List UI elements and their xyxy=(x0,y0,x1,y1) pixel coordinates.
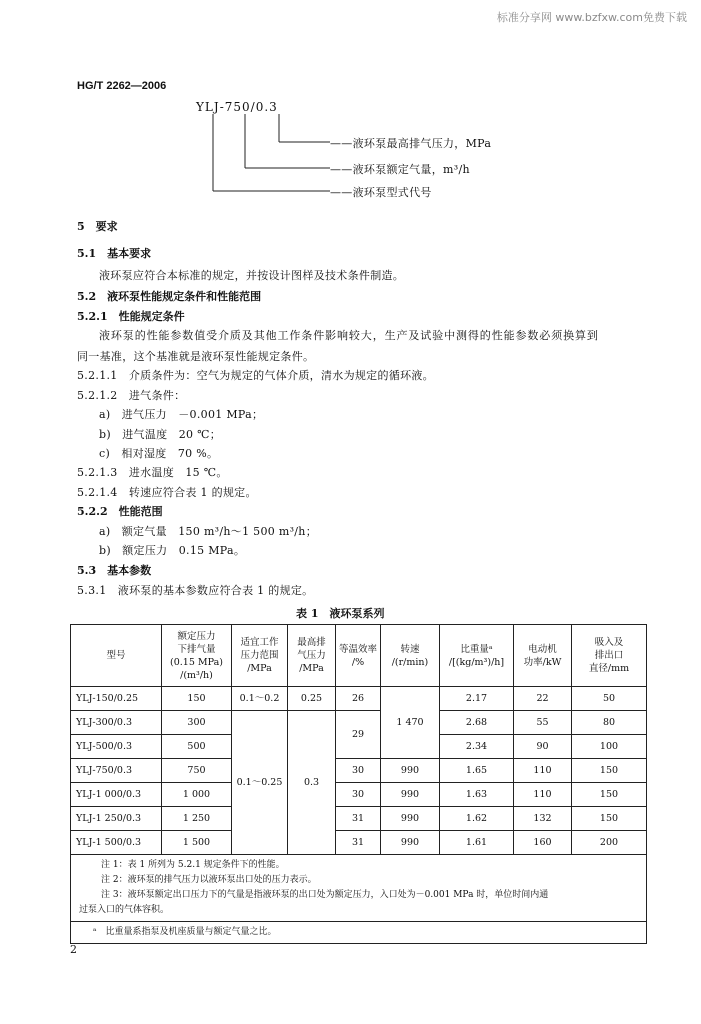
cell-capacity: 1 500 xyxy=(162,831,232,855)
section-5-1-heading: 5.1 基本要求 xyxy=(77,247,152,260)
table-note-2: 注 2：液环泵的排气压力以液环泵出口处的压力表示。 xyxy=(101,875,317,885)
table-row xyxy=(71,807,647,831)
cell-motor-power: 110 xyxy=(514,759,572,783)
table-notes-row xyxy=(71,855,647,922)
cell-capacity: 500 xyxy=(162,735,232,759)
label-max-pressure: ——液环泵最高排气压力，MPa xyxy=(330,137,492,150)
section-5-2-1-text-line1: 液环泵的性能参数值受介质及其他工作条件影响较大，生产及试验中测得的性能参数必须换算到 xyxy=(99,329,599,342)
cell-specific-weight: 1.63 xyxy=(440,783,514,807)
cell-capacity: 300 xyxy=(162,711,232,735)
section-5-2-1-1: 5.2.1.1 介质条件为：空气为规定的气体介质，清水为规定的循环液。 xyxy=(77,369,434,382)
section-5-2-1-heading: 5.2.1 性能规定条件 xyxy=(77,310,185,323)
cell-efficiency-merged: 29 xyxy=(336,711,381,759)
section-5-2-1-text-line2: 同一基准，这个基准就是液环泵性能规定条件。 xyxy=(77,350,315,363)
section-5-2-1-3: 5.2.1.3 进水温度 15 ℃。 xyxy=(77,466,228,479)
standard-code: HG/T 2262—2006 xyxy=(77,80,167,92)
section-5-2-1-2-heading: 5.2.1.2 进气条件： xyxy=(77,389,186,402)
table-header-row xyxy=(71,625,647,687)
cell-max-pressure-merged: 0.3 xyxy=(288,711,336,855)
cell-speed: 990 xyxy=(381,759,440,783)
header-model: 型号 xyxy=(71,625,162,687)
table-row xyxy=(71,831,647,855)
cell-port-diameter: 200 xyxy=(572,831,647,855)
cell-port-diameter: 150 xyxy=(572,807,647,831)
cell-motor-power: 55 xyxy=(514,711,572,735)
cell-port-diameter: 50 xyxy=(572,687,647,711)
table-note-3-continued: 过泵入口的气体容积。 xyxy=(79,905,170,915)
cell-motor-power: 132 xyxy=(514,807,572,831)
relative-humidity-item: c) 相对湿度 70 %。 xyxy=(99,447,219,460)
cell-efficiency: 31 xyxy=(336,807,381,831)
cell-port-diameter: 100 xyxy=(572,735,647,759)
section-5-2-2-heading: 5.2.2 性能范围 xyxy=(77,505,163,518)
header-speed: 转速 /(r/min) xyxy=(381,625,440,687)
rated-capacity-item: a) 额定气量 150 m³/h～1 500 m³/h； xyxy=(99,525,317,538)
cell-port-diameter: 80 xyxy=(572,711,647,735)
cell-specific-weight: 1.65 xyxy=(440,759,514,783)
cell-efficiency: 31 xyxy=(336,831,381,855)
header-capacity: 额定压力 下排气量 (0.15 MPa) /(m³/h) xyxy=(162,625,232,687)
table-caption: 表 1 液环泵系列 xyxy=(296,607,385,620)
header-port-diameter: 吸入及 排出口 直径/mm xyxy=(572,625,647,687)
cell-efficiency: 30 xyxy=(336,783,381,807)
cell-specific-weight: 2.34 xyxy=(440,735,514,759)
cell-port-diameter: 150 xyxy=(572,783,647,807)
table-row xyxy=(71,687,647,711)
watermark: 标准分享网 www.bzfxw.com免费下载 xyxy=(496,11,687,24)
cell-motor-power: 160 xyxy=(514,831,572,855)
cell-speed: 990 xyxy=(381,783,440,807)
cell-max-pressure: 0.25 xyxy=(288,687,336,711)
header-pressure-range: 适宜工作 压力范围 /MPa xyxy=(232,625,288,687)
cell-capacity: 1 250 xyxy=(162,807,232,831)
cell-speed-merged: 1 470 xyxy=(381,687,440,759)
section-5-1-text: 液环泵应符合本标准的规定，并按设计图样及技术条件制造。 xyxy=(99,269,405,282)
cell-model: YLJ-1 250/0.3 xyxy=(71,807,162,831)
header-max-pressure: 最高排 气压力 /MPa xyxy=(288,625,336,687)
cell-model: YLJ-150/0.25 xyxy=(71,687,162,711)
header-motor-power: 电动机 功率/kW xyxy=(514,625,572,687)
cell-model: YLJ-1 500/0.3 xyxy=(71,831,162,855)
pump-series-table xyxy=(70,624,647,944)
table-row xyxy=(71,759,647,783)
page-number: 2 xyxy=(70,943,77,956)
cell-model: YLJ-750/0.3 xyxy=(71,759,162,783)
table-note-3: 注 3：液环泵额定出口压力下的气量是指液环泵的出口处为额定压力，入口处为－0.001 MPa 时，单位时间内通 xyxy=(101,890,549,900)
table-footnote: ᵃ 比重量系指泵及机座质量与额定气量之比。 xyxy=(71,922,647,944)
section-5-heading: 5 要求 xyxy=(77,220,118,233)
cell-specific-weight: 1.62 xyxy=(440,807,514,831)
cell-motor-power: 90 xyxy=(514,735,572,759)
cell-model: YLJ-300/0.3 xyxy=(71,711,162,735)
section-5-3-1: 5.3.1 液环泵的基本参数应符合表 1 的规定。 xyxy=(77,584,314,597)
cell-pressure-range: 0.1～0.2 xyxy=(232,687,288,711)
cell-efficiency: 26 xyxy=(336,687,381,711)
model-designation: YLJ-750/0.3 xyxy=(196,100,278,114)
cell-speed: 990 xyxy=(381,831,440,855)
cell-capacity: 750 xyxy=(162,759,232,783)
cell-model: YLJ-1 000/0.3 xyxy=(71,783,162,807)
table-notes xyxy=(71,855,647,922)
section-5-2-1-4: 5.2.1.4 转速应符合表 1 的规定。 xyxy=(77,486,257,499)
section-5-3-heading: 5.3 基本参数 xyxy=(77,564,152,577)
label-type-code: ——液环泵型式代号 xyxy=(330,186,432,199)
intake-pressure-item: a) 进气压力 －0.001 MPa； xyxy=(99,408,264,421)
cell-specific-weight: 2.17 xyxy=(440,687,514,711)
cell-motor-power: 110 xyxy=(514,783,572,807)
cell-model: YLJ-500/0.3 xyxy=(71,735,162,759)
table-note-1: 注 1：表 1 所列为 5.2.1 规定条件下的性能。 xyxy=(101,860,285,870)
header-efficiency: 等温效率 /% xyxy=(336,625,381,687)
table-row xyxy=(71,711,647,735)
intake-temperature-item: b) 进气温度 20 ℃； xyxy=(99,428,222,441)
cell-speed: 990 xyxy=(381,807,440,831)
table-footnote-row xyxy=(71,922,647,944)
cell-capacity: 1 000 xyxy=(162,783,232,807)
cell-efficiency: 30 xyxy=(336,759,381,783)
cell-specific-weight: 1.61 xyxy=(440,831,514,855)
rated-pressure-item: b) 额定压力 0.15 MPa。 xyxy=(99,544,246,557)
cell-port-diameter: 150 xyxy=(572,759,647,783)
header-specific-weight: 比重量ᵃ /[(kg/m³)/h] xyxy=(440,625,514,687)
cell-capacity: 150 xyxy=(162,687,232,711)
table-row xyxy=(71,783,647,807)
section-5-2-heading: 5.2 液环泵性能规定条件和性能范围 xyxy=(77,290,262,303)
cell-motor-power: 22 xyxy=(514,687,572,711)
label-rated-capacity: ——液环泵额定气量，m³/h xyxy=(330,163,470,176)
cell-specific-weight: 2.68 xyxy=(440,711,514,735)
cell-pressure-range-merged: 0.1～0.25 xyxy=(232,711,288,855)
